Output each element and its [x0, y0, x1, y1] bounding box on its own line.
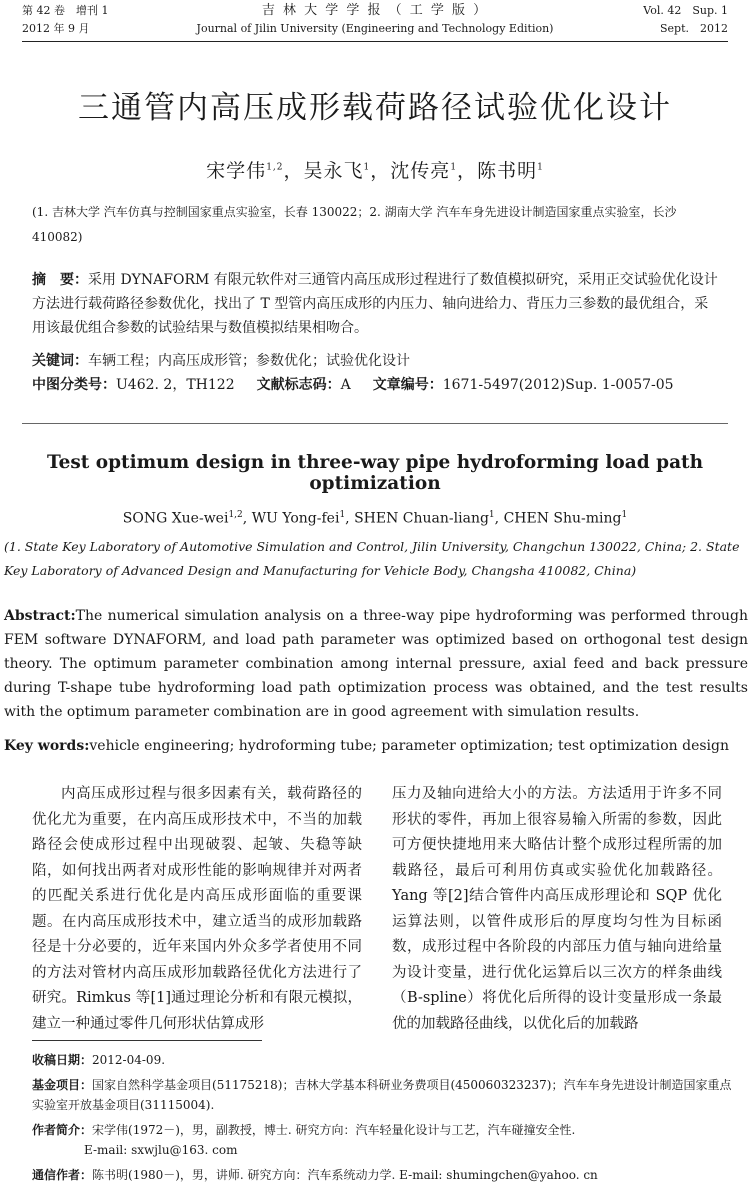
author-name: 陈书明	[477, 160, 538, 182]
corresponding-label: 通信作者：	[32, 1168, 93, 1182]
fund-text: 国家自然科学基金项目(51175218)；吉林大学基本科研业务费项目(450060323237)；汽车车身先进设计制造国家重点实验室开放基金项目(31115004).	[32, 1078, 732, 1112]
author-name: 宋学伟	[206, 160, 267, 182]
clc-label: 中图分类号：	[32, 377, 116, 393]
doc-code-label: 文献标志码：	[256, 377, 341, 393]
author-affiliation-mark: 1	[450, 162, 458, 173]
paper-title-en: Test optimum design in three-way pipe hydroforming load path optimization	[46, 452, 704, 494]
corresponding-text: 陈书明(1980－)，男，讲师. 研究方向：汽车系统动力学. E-mail: shumingchen@yahoo. cn	[92, 1168, 598, 1182]
footnote-corresponding-author	[32, 1165, 732, 1185]
volume-issue-en: Vol. 42 Sup. 1	[643, 4, 728, 17]
keywords-en	[4, 735, 748, 757]
journal-name-en: Journal of Jilin University (Engineering and Technology Edition)	[196, 22, 554, 35]
keywords-label-en: Key words:	[4, 738, 90, 754]
author-list-cn: 宋学伟$^{1,2}$，吴永飞$^1$，沈传亮$^1$，陈书明$^1$	[206, 160, 544, 182]
author-affiliation-mark: 1	[537, 162, 544, 173]
author-affiliation-mark: 1	[488, 510, 495, 520]
abstract-text-en: The numerical simulation analysis on a three-way pipe hydroforming was performed through FEM software DYNAFORM, and load path parameter was optimized based on orthogonal test design theory. The optimum parameter combination among internal pressure, axial feed and back pressure during T-shape tube hydroforming load path optimization process was obtained, and the test results with the optimum parameter combination are in good agreement with simulation results.	[4, 608, 748, 720]
author-affiliation-mark: 1	[339, 510, 346, 520]
body-column-right: 压力及轴向进给大小的方法。方法适用于许多不同形状的零件，再加上很容易输入所需的参数，因此可方便快捷地用来大略估计整个成形过程所需的加载路径，最后可利用仿真或实验优化加载路径。Yang 等[2]结合管件内高压成形理论和 SQP 优化运算法则，以管件成形后的厚度均匀性为目标函数，成形过程中各阶段的内部压力值与轴向进给量为设计变量，进行优化运算后以三次方的样条曲线（B-spline）将优化后所得的设计变量形成一条最优的加载路径曲线，以优化后的加载路	[392, 786, 722, 1032]
author-name: 沈传亮	[390, 160, 451, 182]
affiliation-en: (1. State Key Laboratory of Automotive Simulation and Control, Jilin University, Changchun 130022, China; 2. State Key Laboratory of Advanced Design and Manufacturing for Vehicle Body, Changsha 410082, China)	[4, 539, 740, 578]
author-list-en: SONG Xue-wei$^{1,2}$, WU Yong-fei$^1$, SHEN Chuan-liang$^1$, CHEN Shu-ming$^1$	[122, 510, 628, 527]
abstract-cn	[32, 268, 718, 340]
article-number-value: 1671-5497(2012)Sup. 1-0057-05	[442, 377, 674, 393]
bio-email: E-mail: sxwjlu@163. com	[84, 1143, 238, 1157]
running-header	[0, 0, 750, 46]
author-name: SHEN Chuan-liang	[354, 510, 489, 527]
keywords-cn	[32, 350, 718, 372]
author-name: SONG Xue-wei	[122, 510, 229, 527]
volume-issue: 第 42 卷 增刊 1	[22, 4, 109, 17]
section-divider	[22, 423, 728, 424]
keywords-text-cn: 车辆工程；内高压成形管；参数优化；试验优化设计	[88, 353, 410, 369]
author-affiliation-mark: 1,2	[266, 162, 284, 173]
header-right	[643, 2, 728, 38]
classification-line	[32, 374, 718, 396]
author-affiliation-mark: 1	[363, 162, 371, 173]
bio-text: 宋学伟(1972－)，男，副教授，博士. 研究方向：汽车轻量化设计与工艺，汽车碰撞安全性.	[92, 1123, 576, 1137]
journal-name-cn: 吉 林 大 学 学 报 （ 工 学 版 ）	[261, 3, 489, 18]
publication-date-en: Sept. 2012	[660, 22, 728, 35]
paper-title-cn: 三通管内高压成形载荷路径试验优化设计	[78, 90, 672, 126]
abstract-label-en: Abstract:	[4, 608, 76, 624]
doc-code-value: A	[340, 377, 351, 393]
author-name: 吴永飞	[303, 160, 364, 182]
footnote-fund	[32, 1075, 732, 1115]
author-name: CHEN Shu-ming	[503, 510, 622, 527]
abstract-en	[4, 604, 748, 724]
keywords-label-cn: 关键词：	[32, 353, 88, 369]
publication-date-cn: 2012 年 9 月	[22, 22, 90, 35]
author-affiliation-mark: 1,2	[228, 510, 243, 520]
abstract-text-cn: 采用 DYNAFORM 有限元软件对三通管内高压成形过程进行了数值模拟研究，采用正交试验优化设计方法进行载荷路径参数优化，找出了 T 型管内高压成形的内压力、轴向进给力、背压力三参数的最优组合，采用该最优组合参数的试验结果与数值模拟结果相吻合。	[32, 272, 718, 336]
article-number-label: 文章编号：	[372, 377, 443, 393]
clc-value: U462. 2，TH122	[116, 377, 235, 393]
footnote-author-bio	[32, 1120, 732, 1160]
abstract-label-cn: 摘 要：	[32, 272, 88, 288]
footnote-received	[32, 1050, 732, 1070]
footnote-rule	[32, 1040, 262, 1041]
fund-label: 基金项目：	[32, 1078, 93, 1092]
author-affiliation-mark: 1	[621, 510, 628, 520]
received-date: 2012-04-09.	[92, 1053, 166, 1067]
header-center	[0, 2, 750, 38]
keywords-text-en: vehicle engineering; hydroforming tube; parameter optimization; test optimization design	[89, 738, 730, 754]
bio-label: 作者简介：	[32, 1123, 93, 1137]
header-rule	[22, 41, 728, 42]
affiliation-cn: (1. 吉林大学 汽车仿真与控制国家重点实验室，长春 130022；2. 湖南大学 汽车车身先进设计制造国家重点实验室，长沙 410082)	[32, 205, 677, 244]
body-column-left: 内高压成形过程与很多因素有关，载荷路径的优化尤为重要，在内高压成形技术中，不当的加载路径会使成形过程中出现破裂、起皱、失稳等缺陷，如何找出两者对成形性能的影响规律并对两者的匹配关系进行优化是内高压成形面临的重要课题。在内高压成形技术中，建立适当的成形加载路径是十分必要的，近年来国内外众多学者使用不同的方法对管材内高压成形加载路径优化方法进行了研究。Rimkus 等[1]通过理论分析和有限元模拟，建立一种通过零件几何形状估算成形	[32, 786, 362, 1032]
received-label: 收稿日期：	[32, 1053, 93, 1067]
author-name: WU Yong-fei	[251, 510, 340, 527]
